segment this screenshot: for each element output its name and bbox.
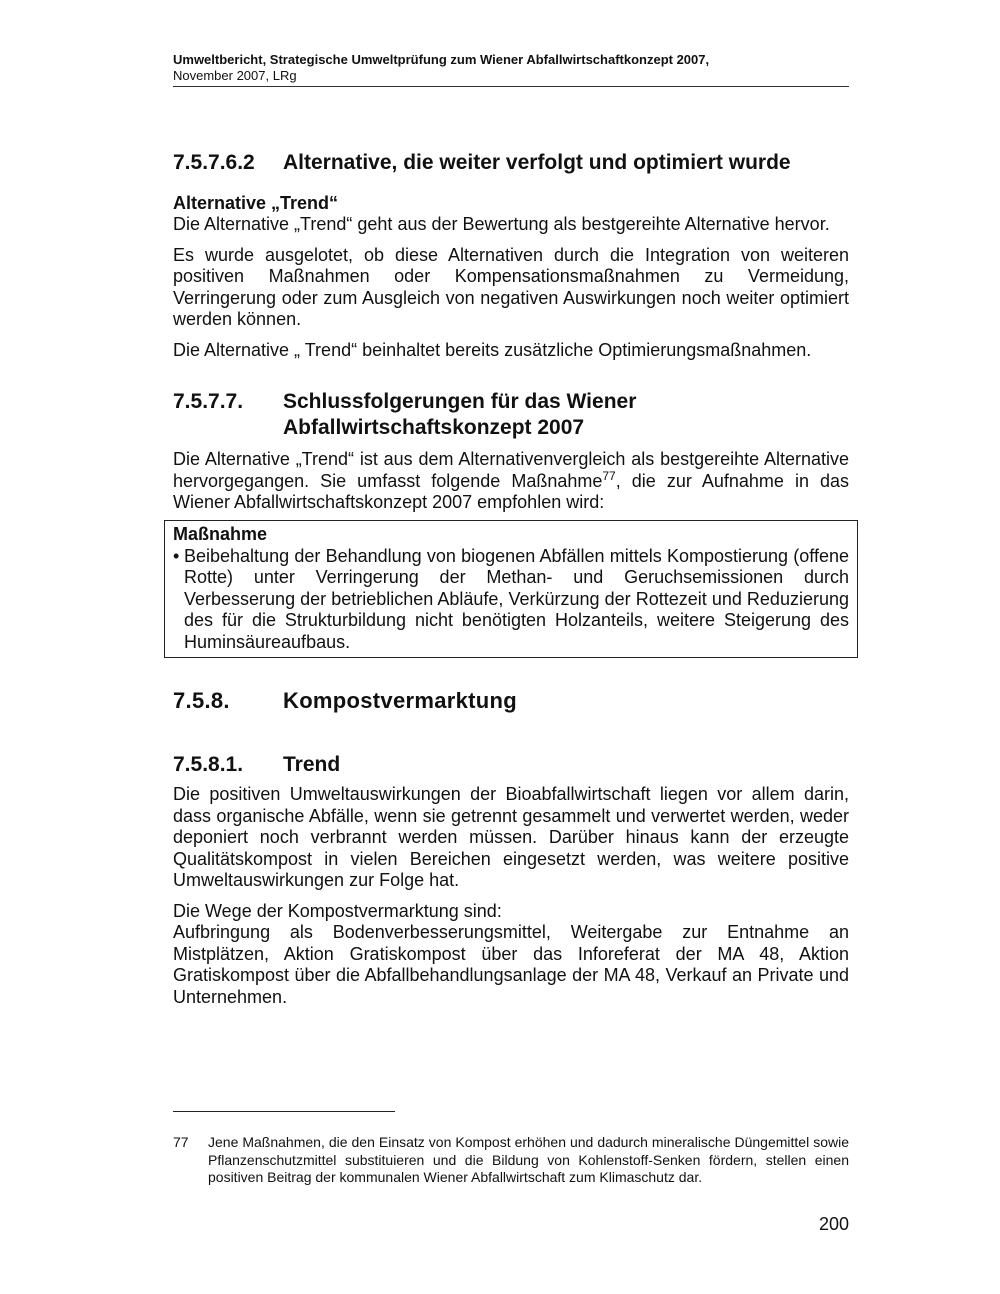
section-title: Kompostvermarktung [283,688,517,713]
section-title-line2: Abfallwirtschaftskonzept 2007 [283,416,585,439]
footnote-text: Jene Maßnahmen, die den Einsatz von Kompost erhöhen und dadurch mineralische Düngemittel sowie Pflanzenschutzmittel substituieren und die Bildung von Kohlenstoff-Senken fördern, stellen einen positiven Beitrag der kommunalen Wiener Abfallwirtschaft zum Klimaschutz dar. [208,1134,849,1185]
section-heading-7-5-8 [173,688,849,714]
subheading-alternative-trend: Alternative „Trend“ [173,193,339,213]
section-title-line1: Schlussfolgerungen für das Wiener [283,390,637,413]
section-title [283,389,849,441]
section-title: Alternative, die weiter verfolgt und optimiert wurde [283,151,791,174]
paragraph: Die Alternative „Trend“ geht aus der Bewertung als bestgereihte Alternative hervor. [173,214,830,234]
paragraph: Die Alternative „ Trend“ beinhaltet bereits zusätzliche Optimierungsmaßnahmen. [173,339,812,360]
list-item [173,546,849,654]
section-title: Trend [283,753,341,776]
footnote-reference[interactable]: 77 [602,468,616,483]
section-number: 7.5.7.6.2 [173,151,255,174]
section-number: 7.5.7.7. [173,390,244,413]
page-header [173,52,849,87]
document-body [173,150,849,1017]
footnote-number: 77 [173,1134,189,1150]
header-title: Umweltbericht, Strategische Umweltprüfung zum Wiener Abfallwirtschaftkonzept 2007, [173,52,710,67]
footnote [173,1134,849,1187]
paragraph: Es wurde ausgelotet, ob diese Alternativen durch die Integration von weiteren positiven Maßnahmen oder Kompensationsmaßnahmen zu Vermeidung, Verringerung oder zum Ausgleich von negativen Auswirkungen noch weiter optimiert werden können. [173,244,849,329]
section-heading-7-5-7-7 [173,389,849,441]
section-number: 7.5.8. [173,688,230,713]
section-heading-7-5-8-1 [173,752,849,778]
paragraph: Aufbringung als Bodenverbesserungsmittel, Weitergabe zur Entnahme an Mistplätzen, Aktion Gratiskompost über das Inforeferat der MA 48, Aktion Gratiskompost über die Abfallbehandlungsanlage der MA 48, Verkauf an Private und Unternehmen. [173,922,849,1007]
section-number: 7.5.8.1. [173,753,244,776]
measure-box [164,520,858,659]
paragraph-intro: Die Wege der Kompostvermarktung sind: [173,900,502,921]
paragraph: Die Alternative „Trend“ ist aus dem Alternativenvergleich als bestgereihte Alternative hervorgegangen. Sie umfasst folgende Maßnahme$^{77}$, die zur Aufnahme in das Wiener Abfallwirtschaftskonzept 2007 empfohlen wird: [173,449,850,512]
paragraph: Die positiven Umweltauswirkungen der Bioabfallwirtschaft liegen vor allem darin, dass organische Abfälle, wenn sie getrennt gesammelt und verwertet werden, weder deponiert noch verbrannt werden müssen. Darüber hinaus kann der erzeugte Qualitätskompost in vielen Bereichen eingesetzt werden, was weitere positive Umweltauswirkungen zur Folge hat. [173,784,849,890]
footnote-divider [173,1111,395,1112]
bullet-icon: • [173,545,180,566]
page-number: 200 [818,1214,849,1234]
header-date: November 2007, LRg [173,68,297,83]
measure-item-text: Beibehaltung der Behandlung von biogenen Abfällen mittels Kompostierung (offene Rotte) unter Verringerung der Methan- und Geruchsemissionen durch Verbesserung der betrieblichen Abläufe, Verkürzung der Rottezeit und Reduzierung des für die Strukturbildung nicht benötigten Holzanteils, weitere Steigerung des Huminsäureaufbaus. [184,545,849,652]
section-heading-7-5-7-6-2 [173,150,849,176]
measure-box-title: Maßnahme [173,523,268,544]
